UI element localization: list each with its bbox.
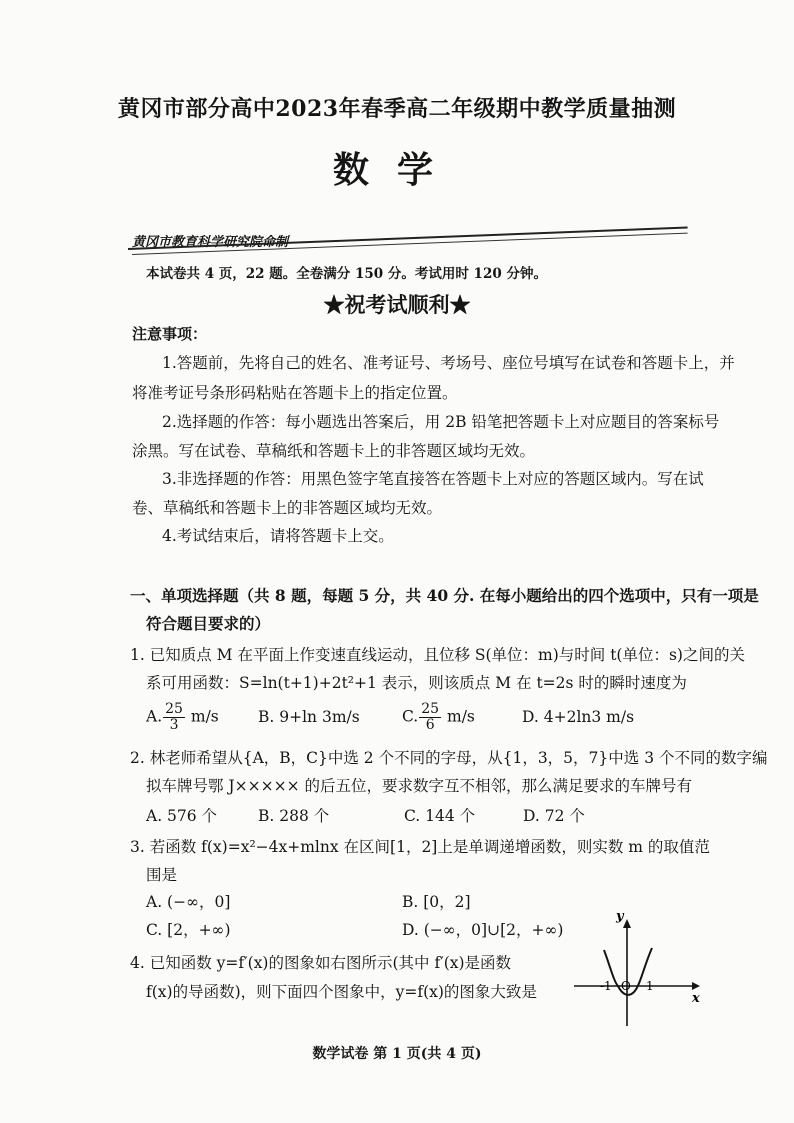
section-heading-line2: 符合题目要求的） (146, 614, 271, 633)
good-luck-banner: ★祝考试顺利★ (323, 292, 471, 317)
graph-y-arrow (623, 919, 631, 928)
issuer-label: 黄冈市教育科学研究院命制 (132, 235, 289, 250)
q1-option-c-numerator: 25 (421, 701, 440, 717)
q2-option-d: D. 72 个 (523, 807, 585, 825)
q1-option-a-denominator: 3 (169, 717, 179, 733)
notice-item-3-line2: 卷、草稿纸和答题卡上的非答题区域均无效。 (132, 499, 443, 517)
q1-option-a-fraction (163, 702, 185, 733)
q1-option-a (146, 702, 219, 733)
q4-stem-line1: 4. 已知函数 y=f′(x)的图象如右图所示(其中 f′(x)是函数 (130, 954, 512, 972)
q1-option-b: B. 9+ln 3m/s (258, 708, 360, 726)
q2-option-c: C. 144 个 (404, 807, 476, 825)
q2-option-a: A. 576 个 (146, 807, 218, 825)
q3-option-c: C. [2，+∞) (146, 921, 231, 939)
notice-item-1-line1: 1.答题前，先将自己的姓名、准考证号、考场号、座位号填写在试卷和答题卡上，并 (162, 354, 735, 372)
q1-option-c-label: C. (402, 707, 419, 726)
graph-y-label: y (616, 909, 624, 924)
q2-option-b: B. 288 个 (258, 807, 330, 825)
q3-option-d: D. (−∞，0]∪[2，+∞) (402, 921, 564, 939)
exam-info: 本试卷共 4 页，22 题。全卷满分 150 分。考试用时 120 分钟。 (146, 266, 547, 282)
page-footer: 数学试卷 第 1 页(共 4 页) (312, 1046, 482, 1062)
graph-x-label: x (692, 991, 700, 1006)
q1-option-a-label: A. (146, 707, 163, 726)
q1-option-d: D. 4+2ln3 m/s (522, 708, 635, 726)
notice-item-4: 4.考试结束后，请将答题卡上交。 (162, 527, 394, 545)
q3-option-a: A. (−∞，0] (146, 893, 231, 911)
section-heading-line1: 一、单项选择题（共 8 题，每题 5 分，共 40 分. 在每小题给出的四个选项中，只有一项是 (130, 586, 759, 605)
q1-stem-line1: 1. 已知质点 M 在平面上作变速直线运动，且位移 S(单位：m)与时间 t(单位：s)之间的关 (130, 646, 745, 664)
q3-option-b: B. [0，2] (402, 893, 471, 911)
q2-stem-line1: 2. 林老师希望从{A，B，C}中选 2 个不同的字母，从{1，3，5，7}中选 3 个不同的数字编 (130, 749, 768, 767)
q1-option-c-fraction (419, 702, 441, 733)
q1-stem-line2: 系可用函数：S=ln(t+1)+2t²+1 表示，则该质点 M 在 t=2s 时的瞬时速度为 (146, 674, 687, 692)
subject-title: 数学 (332, 149, 461, 191)
q1-option-c (402, 702, 475, 733)
q4-derivative-graph (570, 906, 710, 1031)
graph-x-arrow (692, 982, 700, 990)
notice-item-2-line2: 涂黑。写在试卷、草稿纸和答题卡上的非答题区域均无效。 (132, 442, 536, 460)
q1-option-c-unit: m/s (447, 707, 475, 726)
notice-title: 注意事项： (132, 325, 208, 343)
notice-item-2-line1: 2.选择题的作答：每小题选出答案后，用 2B 铅笔把答题卡上对应题目的答案标号 (162, 413, 720, 431)
graph-tick-one: 1 (646, 979, 654, 993)
graph-tick-neg-one: -1 (600, 979, 612, 993)
q4-stem-line2: f(x)的导函数)，则下面四个图象中，y=f(x)的图象大致是 (146, 983, 537, 1001)
notice-item-1-line2: 将准考证号条形码粘贴在答题卡上的指定位置。 (132, 384, 458, 402)
exam-title: 黄冈市部分高中2023年春季高二年级期中教学质量抽测 (117, 96, 677, 122)
q1-option-a-unit: m/s (190, 707, 219, 726)
q1-option-c-denominator: 6 (425, 717, 435, 733)
q1-option-a-numerator: 25 (165, 701, 183, 717)
q2-stem-line2: 拟车牌号鄂 J××××× 的后五位，要求数字互不相邻，那么满足要求的车牌号有 (146, 777, 693, 795)
notice-item-3-line1: 3.非选择题的作答：用黑色签字笔直接答在答题卡上对应的答题区域内。写在试 (162, 470, 704, 488)
q3-stem-line1: 3. 若函数 f(x)=x²−4x+mlnx 在区间[1，2]上是单调递增函数，则实数 m 的取值范 (130, 838, 710, 856)
graph-origin-label: O (621, 979, 631, 993)
q3-stem-line2: 围是 (146, 866, 178, 884)
